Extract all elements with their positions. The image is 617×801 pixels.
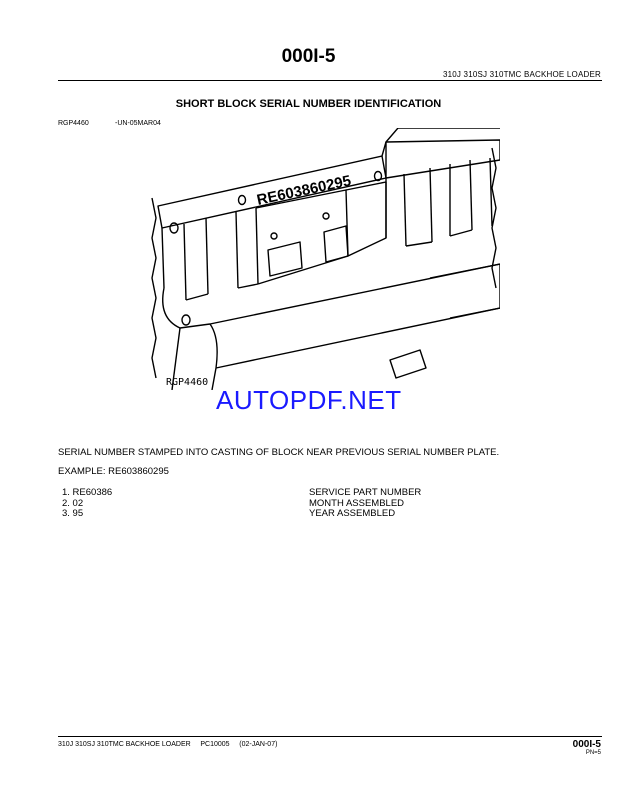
- figure-date-code: -UN-05MAR04: [115, 120, 161, 127]
- illustration-callout-label: RGP4460: [166, 377, 209, 388]
- list-item: [62, 498, 492, 509]
- figure-id: RGP4460: [58, 120, 89, 127]
- list-item-label: 1. RE60386: [62, 487, 113, 498]
- list-item-meaning: YEAR ASSEMBLED: [309, 508, 396, 519]
- footer-page-sequence: PN=5: [585, 750, 601, 756]
- example-line: EXAMPLE: RE603860295: [58, 466, 169, 477]
- footer-document-info: 310J 310SJ 310TMC BACKHOE LOADER PC10005 (02-JAN-07): [58, 741, 278, 748]
- page-number: 000I-5: [281, 46, 336, 67]
- serial-breakdown-list: [62, 487, 492, 519]
- footer-divider: [58, 736, 602, 737]
- list-item-label: 2. 02: [62, 497, 84, 509]
- list-item: [62, 487, 492, 498]
- description-paragraph: SERIAL NUMBER STAMPED INTO CASTING OF BLOCK NEAR PREVIOUS SERIAL NUMBER PLATE.: [58, 447, 500, 458]
- section-title: SHORT BLOCK SERIAL NUMBER IDENTIFICATION: [175, 98, 442, 110]
- watermark-text: AUTOPDF.NET: [216, 385, 402, 415]
- list-item-label: 3. 95: [62, 508, 84, 519]
- list-item-meaning: SERVICE PART NUMBER: [309, 487, 422, 498]
- stamped-serial-text: RE603860295: [255, 172, 353, 209]
- list-item: [62, 508, 492, 519]
- list-item-meaning: MONTH ASSEMBLED: [309, 497, 405, 509]
- engine-block-illustration: [150, 128, 500, 390]
- header-model-title: 310J 310SJ 310TMC BACKHOE LOADER: [442, 70, 601, 79]
- footer-page-number: 000I-5: [572, 739, 601, 750]
- header-divider: [58, 80, 602, 81]
